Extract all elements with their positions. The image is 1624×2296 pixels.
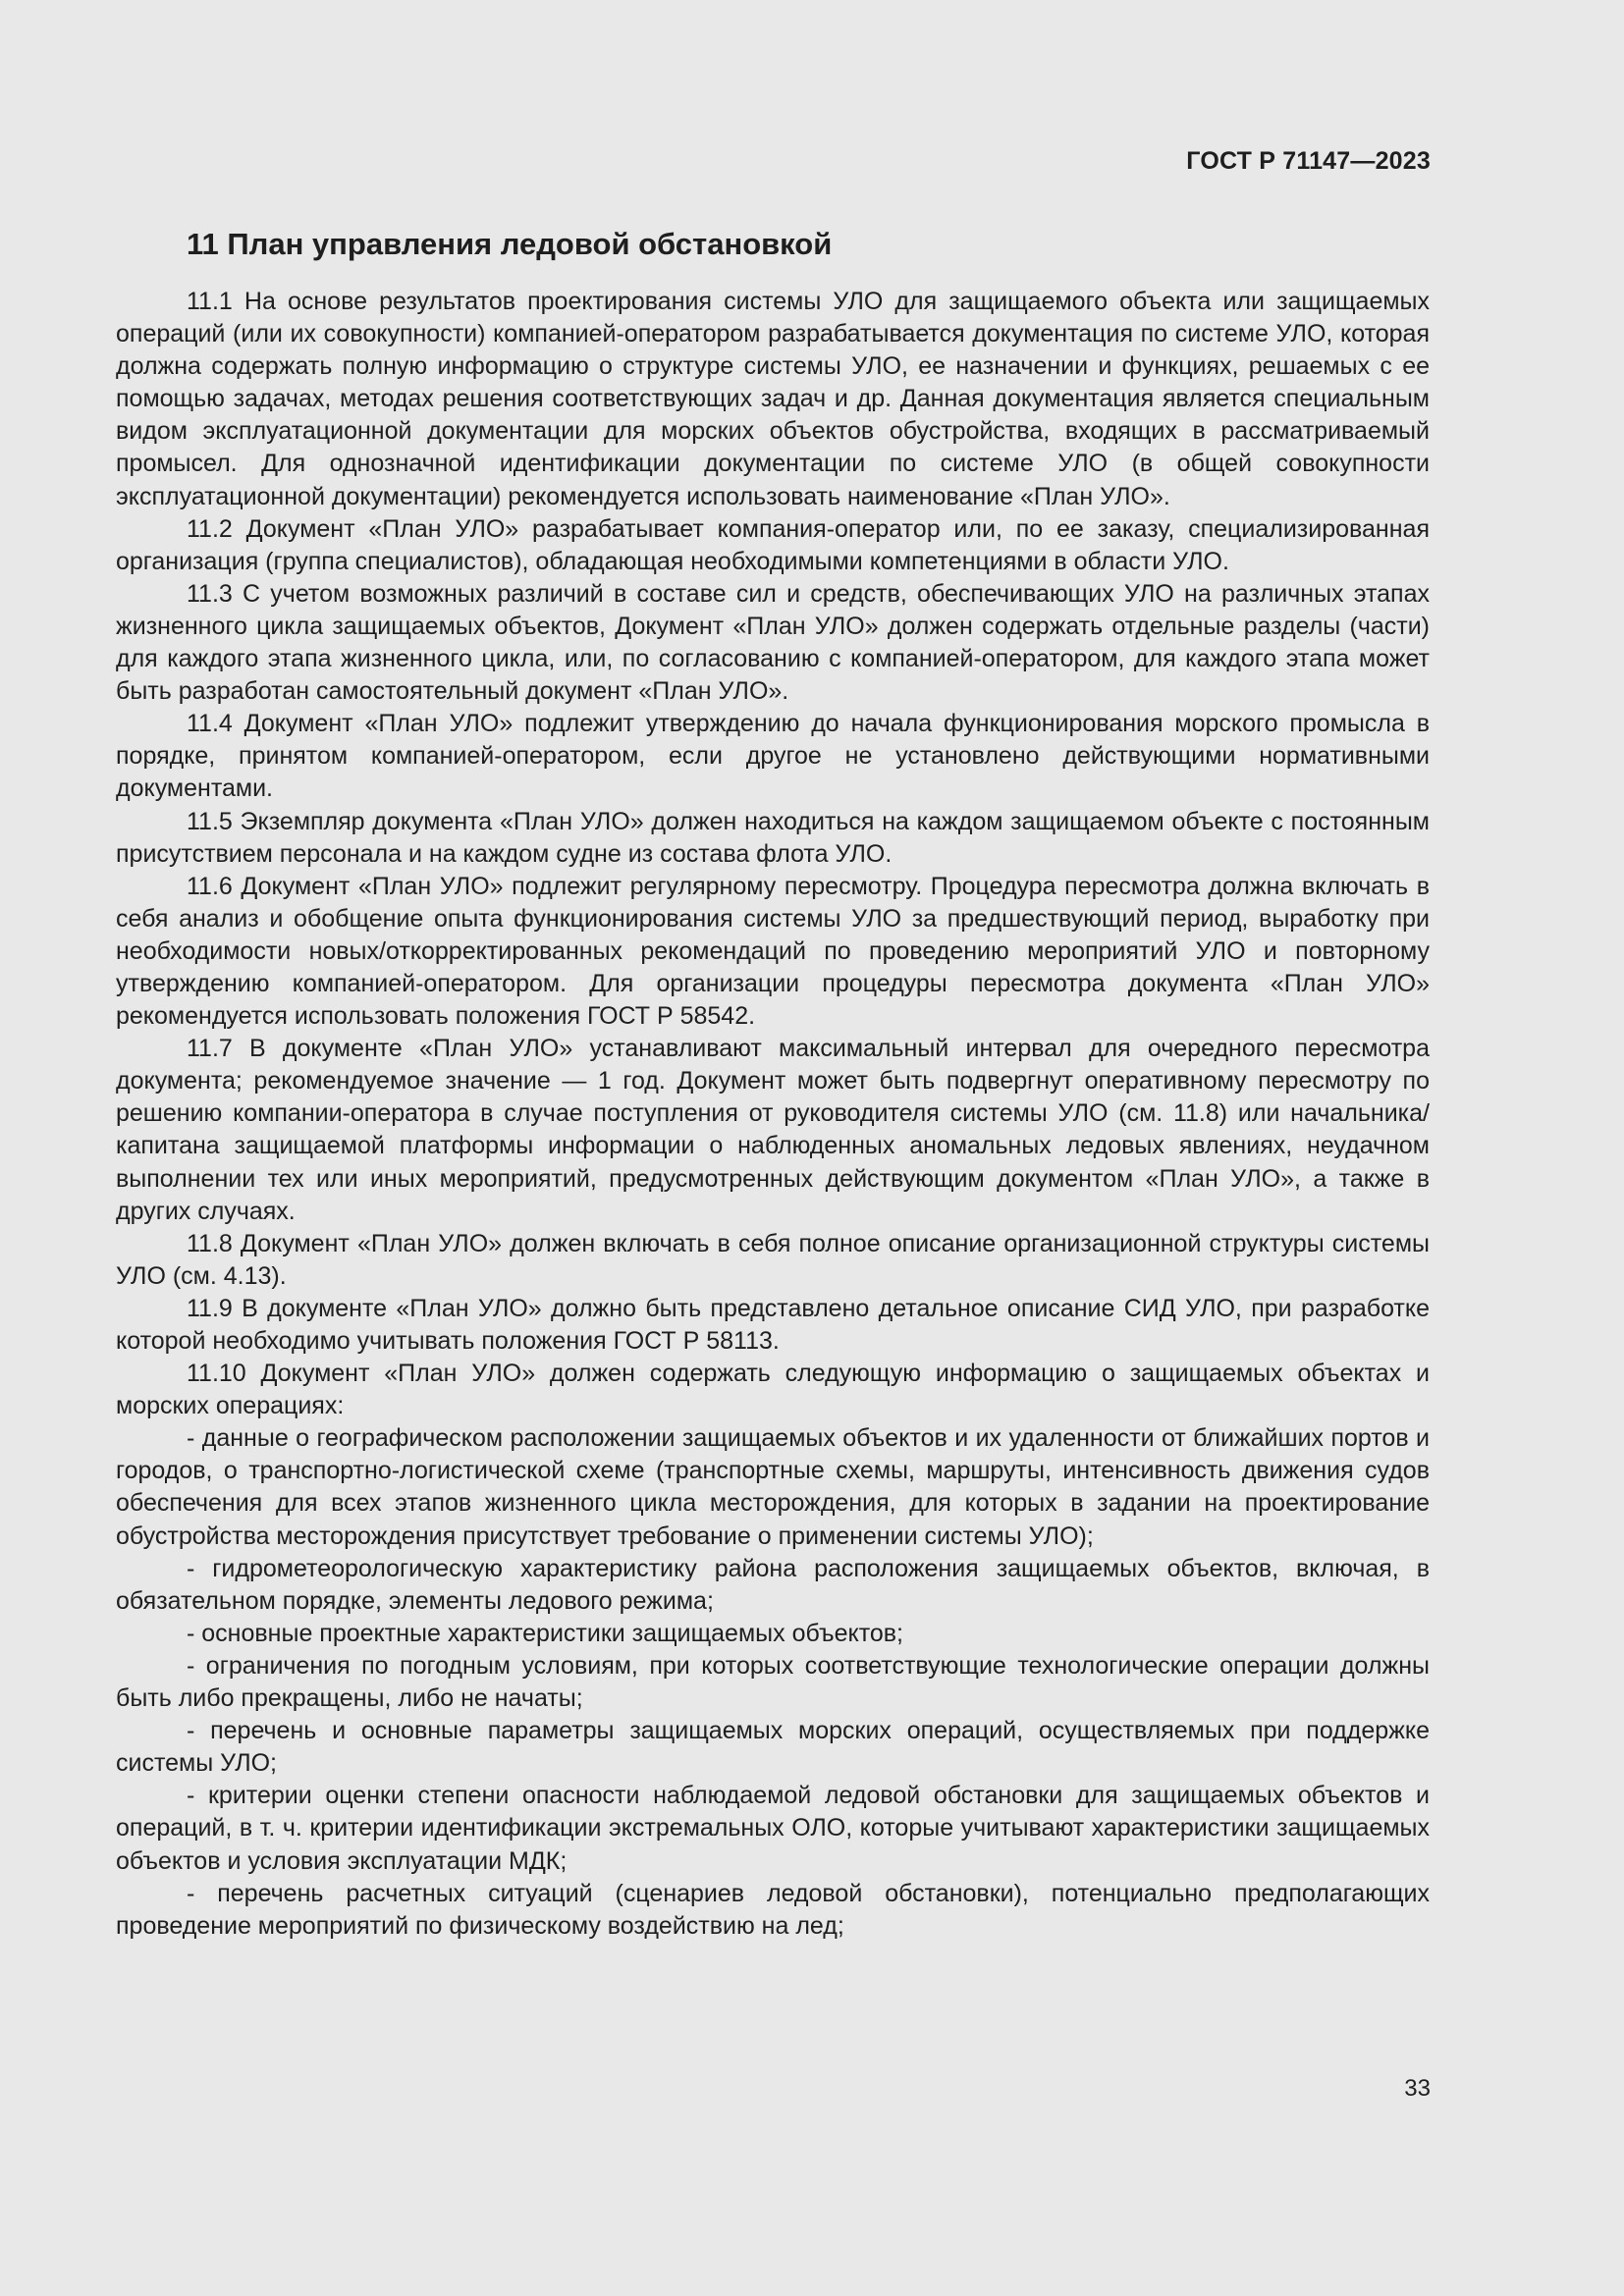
section-title: 11 План управления ледовой обстановкой xyxy=(187,227,833,261)
paragraph-11-8: 11.8 Документ «План УЛО» должен включать в себя полное описание организационной структуры системы УЛО (см. 4.13). xyxy=(116,1229,1430,1290)
paragraph-11-2: 11.2 Документ «План УЛО» разрабатывает компания-оператор или, по ее заказу, специализированная организация (группа специалистов), обладающая необходимыми компетенциями в области УЛО. xyxy=(116,514,1430,575)
list-item: - гидрометеорологическую характеристику района расположения защищаемых объектов, включая, в обязательном порядке, элементы ледового режима; xyxy=(116,1554,1430,1615)
section-body xyxy=(116,286,1430,1943)
paragraph-11-4: 11.4 Документ «План УЛО» подлежит утверждению до начала функционирования морского промысла в порядке, принятом компанией-оператором, если другое не установлено действующими нормативными документами. xyxy=(116,710,1430,803)
list-item: - ограничения по погодным условиям, при которых соответствующие технологические операции должны быть либо прекращены, либо не начаты; xyxy=(116,1651,1430,1713)
paragraph-11-9: 11.9 В документе «План УЛО» должно быть представлено детальное описание СИД УЛО, при разработке которой необходимо учитывать положения ГОСТ Р 58113. xyxy=(116,1294,1430,1355)
paragraph-11-6: 11.6 Документ «План УЛО» подлежит регулярному пересмотру. Процедура пересмотра должна включать в себя анализ и обобщение опыта функционирования системы УЛО за предшествующий период, выработку при необходимости новых/откорректированных рекомендаций по проведению мероприятий УЛО и повторному утверждению компанией-оператором. Для организации процедуры пересмотра документа «План УЛО» рекомендуется использовать положения ГОСТ Р 58542. xyxy=(116,872,1430,1031)
page-number: 33 xyxy=(1404,2075,1431,2102)
list-item: - перечень и основные параметры защищаемых морских операций, осуществляемых при поддержке системы УЛО; xyxy=(116,1717,1430,1778)
list-item: - критерии оценки степени опасности наблюдаемой ледовой обстановки для защищаемых объектов и операций, в т. ч. критерии идентификации экстремальных ОЛО, которые учитывают характеристики защищаемых объектов и условия эксплуатации МДК; xyxy=(116,1782,1430,1875)
paragraph-11-10: 11.10 Документ «План УЛО» должен содержать следующую информацию о защищаемых объектах и морских операциях: xyxy=(116,1360,1430,1420)
list-item: - основные проектные характеристики защищаемых объектов; xyxy=(187,1619,904,1647)
paragraph-11-7: 11.7 В документе «План УЛО» устанавливают максимальный интервал для очередного пересмотра документа; рекомендуемое значение — 1 год. Документ может быть подвергнут оперативному пересмотру по решению компании-оператора в случае поступления от руководителя системы УЛО (см. 11.8) или начальника/капитана защищаемой платформы информации о наблюденных аномальных ледовых явлениях, неудачном выполнении тех или иных мероприятий, предусмотренных действующим документом «План УЛО», а также в других случаях. xyxy=(116,1035,1430,1225)
list-item: - перечень расчетных ситуаций (сценариев ледовой обстановки), потенциально предполагающих проведение мероприятий по физическому воздействию на лед; xyxy=(116,1879,1430,1940)
paragraph-11-3: 11.3 С учетом возможных различий в составе сил и средств, обеспечивающих УЛО на различных этапах жизненного цикла защищаемых объектов, Документ «План УЛО» должен содержать отдельные разделы (части) для каждого этапа жизненного цикла, или, по согласованию с компанией-оператором, для каждого этапа может быть разработан самостоятельный документ «План УЛО». xyxy=(116,579,1430,706)
list-item: - данные о географическом расположении защищаемых объектов и их удаленности от ближайших портов и городов, о транспортно-логистической схеме (транспортные схемы, маршруты, интенсивность движения судов обеспечения для всех этапов жизненного цикла месторождения, для которых в задании на проектирование обустройства месторождения присутствует требование о применении системы УЛО); xyxy=(116,1424,1430,1550)
document-code: ГОСТ Р 71147—2023 xyxy=(1186,147,1431,175)
paragraph-11-5: 11.5 Экземпляр документа «План УЛО» должен находиться на каждом защищаемом объекте с постоянным присутствием персонала и на каждом судне из состава флота УЛО. xyxy=(116,807,1430,868)
paragraph-11-1: 11.1 На основе результатов проектирования системы УЛО для защищаемого объекта или защищаемых операций (или их совокупности) компанией-оператором разрабатывается документация по системе УЛО, которая должна содержать полную информацию о структуре системы УЛО, ее назначении и функциях, решаемых с ее помощью задачах, методах решения соответствующих задач и др. Данная документация является специальным видом эксплуатационной документации для морских объектов обустройства, входящих в рассматриваемый промысел. Для однозначной идентификации документации по системе УЛО (в общей совокупности эксплуатационной документации) рекомендуется использовать наименование «План УЛО». xyxy=(116,288,1430,510)
